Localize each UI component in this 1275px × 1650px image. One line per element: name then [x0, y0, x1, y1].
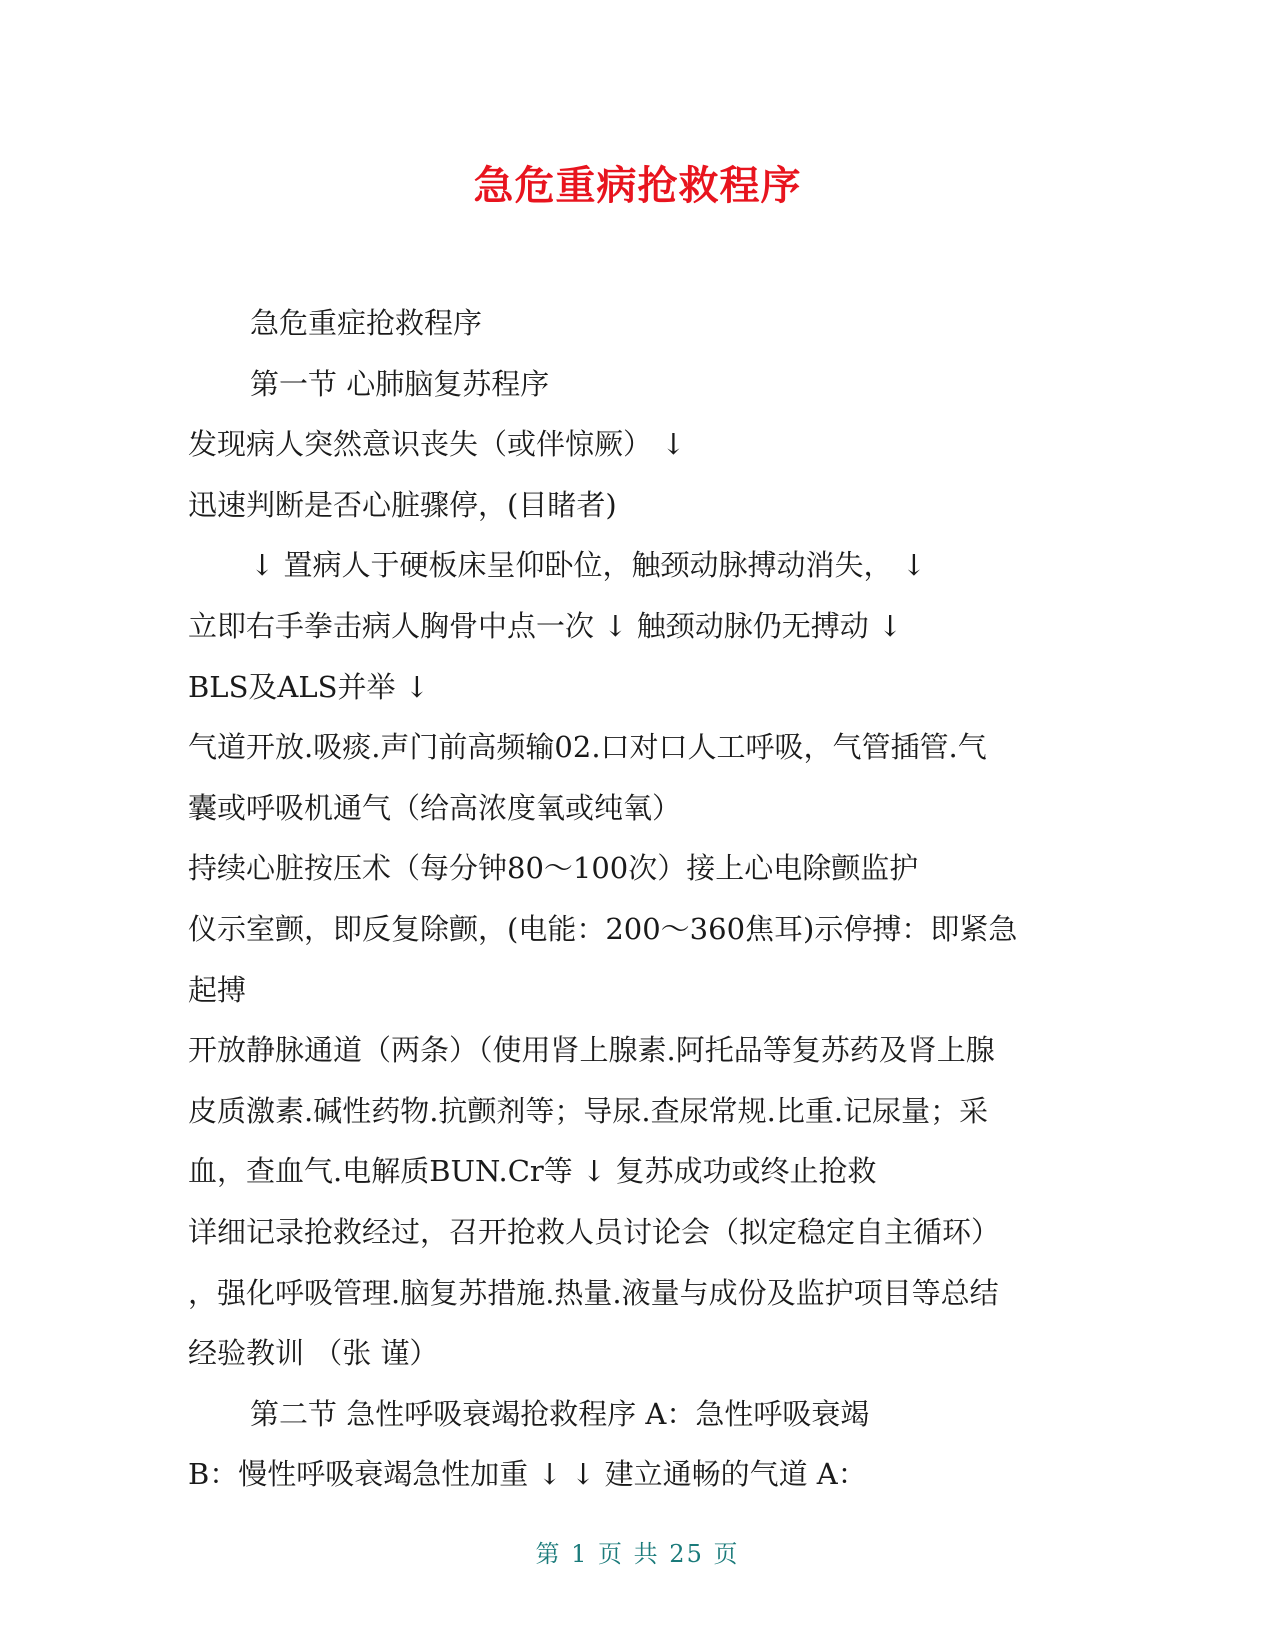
body-line: 血，查血气.电解质BUN.Cr等 ↓ 复苏成功或终止抢救: [188, 1154, 877, 1189]
body-line: 详细记录抢救经过，召开抢救人员讨论会（拟定稳定自主循环）: [188, 1214, 1001, 1249]
body-line: 发现病人突然意识丧失（或伴惊厥） ↓: [188, 427, 686, 462]
body-line: 气道开放.吸痰.声门前高频输02.口对口人工呼吸，气管插管.气: [188, 730, 987, 765]
body-line: ，强化呼吸管理.脑复苏措施.热量.液量与成份及监护项目等总结: [188, 1275, 999, 1310]
body-line: 皮质激素.碱性药物.抗颤剂等；导尿.查尿常规.比重.记尿量；采: [188, 1093, 989, 1128]
body-line: ↓ 置病人于硬板床呈仰卧位，触颈动脉搏动消失， ↓: [250, 548, 927, 583]
document-body: [188, 293, 1088, 1505]
body-line: 立即右手拳击病人胸骨中点一次 ↓ 触颈动脉仍无搏动 ↓: [188, 608, 903, 643]
body-line: 迅速判断是否心脏骤停，(目睹者): [188, 487, 617, 522]
body-line: 仪示室颤，即反复除颤，(电能：200～360焦耳)示停搏：即紧急: [188, 911, 1018, 946]
body-line: 持续心脏按压术（每分钟80～100次）接上心电除颤监护: [188, 851, 919, 886]
body-line: 囊或呼吸机通气（给高浓度氧或纯氧）: [188, 790, 682, 825]
body-line: 急危重症抢救程序: [250, 306, 483, 340]
body-line: B：慢性呼吸衰竭急性加重 ↓ ↓ 建立通畅的气道 A：: [188, 1457, 867, 1492]
section-heading: 第一节 心肺脑复苏程序: [250, 366, 550, 401]
page-number-footer: 第 1 页 共 25 页: [535, 1540, 740, 1568]
body-line: BLS及ALS并举 ↓: [188, 669, 430, 704]
body-line: 开放静脉通道（两条）（使用肾上腺素.阿托品等复苏药及肾上腺: [188, 1033, 995, 1068]
document-title: 急危重病抢救程序: [473, 163, 802, 209]
body-line: 起搏: [188, 972, 247, 1007]
section-heading: 第二节 急性呼吸衰竭抢救程序 A：急性呼吸衰竭: [250, 1396, 870, 1431]
body-line: 经验教训 （张 谨）: [188, 1336, 439, 1371]
